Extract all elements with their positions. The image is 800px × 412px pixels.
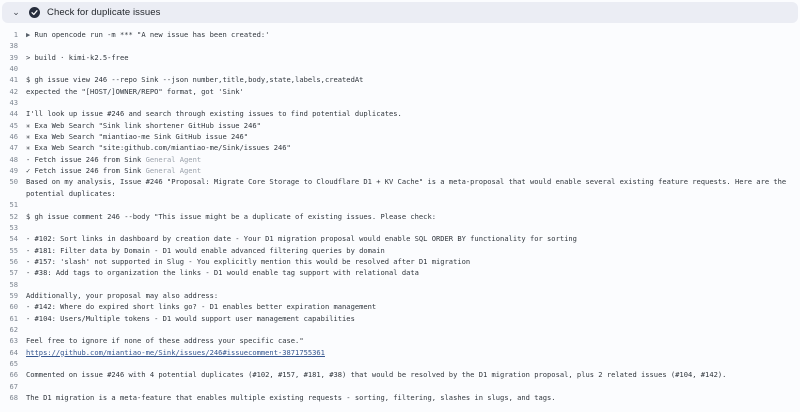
line-number[interactable]: 40 [9, 64, 18, 74]
log-text [26, 392, 796, 403]
log-text-segment: General Agent [145, 166, 202, 176]
log-line [0, 40, 796, 51]
log-text-segment: Commented on issue #246 with 4 potential duplicates (#102, #157, #181, #38) that would be resolved by the D1 migration proposal, plus 2 related issues (#104, #142). [26, 370, 727, 380]
step-title: Check for duplicate issues [47, 7, 161, 18]
log-line [0, 245, 796, 256]
log-text-segment: - #142: Where do expired short links go? - D1 enables better expiration management [26, 302, 377, 312]
line-number[interactable]: 62 [9, 324, 18, 334]
log-line [0, 52, 796, 63]
line-number[interactable]: 66 [9, 370, 18, 380]
log-text [26, 313, 796, 324]
log-text-segment: $ gh issue comment 246 --body "This issue might be a duplicate of existing issues. Please check: [26, 211, 436, 221]
log-line [0, 313, 796, 324]
log-line [0, 256, 796, 267]
log-text-segment: ✓ Fetch issue 246 from Sink [26, 166, 146, 176]
line-number[interactable]: 59 [9, 290, 18, 300]
log-text-segment: - Fetch issue 246 from Sink [26, 154, 146, 164]
log-text [26, 335, 796, 346]
log-line [0, 279, 796, 290]
line-number[interactable]: 58 [9, 279, 18, 289]
line-number[interactable]: 47 [9, 143, 18, 153]
log-line [0, 211, 796, 222]
log-text [26, 131, 796, 142]
log-text [26, 165, 796, 176]
log-text-segment: ✳ Exa Web Search "miantiao-me Sink GitHub issue 246" [26, 132, 249, 142]
log-body [0, 23, 800, 403]
log-line [0, 369, 796, 380]
line-number[interactable]: 44 [9, 109, 18, 119]
log-text [26, 142, 796, 153]
line-number[interactable]: 57 [9, 268, 18, 278]
log-text-segment: The D1 migration is a meta-feature that enables multiple existing requests - sorting, filtering, slashes in slugs, and tags. [26, 393, 556, 402]
line-number[interactable]: 39 [9, 52, 18, 62]
log-text [26, 245, 796, 256]
line-number[interactable]: 55 [9, 245, 18, 255]
group-expander-icon[interactable]: ▶ [26, 30, 35, 39]
log-line [0, 74, 796, 85]
log-text [26, 211, 796, 222]
log-line [0, 86, 796, 97]
log-line [0, 165, 796, 176]
line-number[interactable]: 54 [9, 234, 18, 244]
log-text [26, 108, 796, 119]
log-line [0, 290, 796, 301]
log-text-segment: Run opencode run -m *** "A new issue has been created:' [34, 30, 270, 39]
line-number[interactable]: 65 [9, 358, 18, 368]
line-number[interactable]: 43 [9, 98, 18, 108]
log-text [26, 233, 796, 244]
log-text-segment: ✳ Exa Web Search "Sink link shortener GitHub issue 246" [26, 120, 261, 130]
log-text [26, 120, 796, 131]
log-line [0, 267, 796, 278]
line-number[interactable]: 42 [9, 86, 18, 96]
log-line [0, 335, 796, 346]
log-line [0, 63, 796, 74]
log-text [26, 29, 796, 40]
log-line [0, 142, 796, 153]
log-line [0, 154, 796, 165]
log-text-segment: ✳ Exa Web Search "site:github.com/miantiao-me/Sink/issues 246" [26, 143, 291, 153]
line-number[interactable]: 48 [9, 154, 18, 164]
log-text-segment: - #104: Users/Multiple tokens - D1 would support user management capabilities [26, 313, 355, 323]
line-number[interactable]: 49 [9, 166, 18, 176]
log-line [0, 381, 796, 392]
line-number[interactable]: 1 [13, 30, 18, 39]
line-number[interactable]: 61 [9, 313, 18, 323]
log-text [26, 176, 796, 199]
log-line [0, 108, 796, 119]
log-text-segment: expected the "[HOST/]OWNER/REPO" format, got 'Sink' [26, 86, 244, 96]
log-text [26, 347, 796, 358]
chevron-down-icon[interactable]: ⌄ [12, 7, 20, 17]
log-text-segment: - #38: Add tags to organization the links - D1 would enable tag support with relational data [26, 268, 419, 278]
log-text-segment: Based on my analysis, Issue #246 "Proposal: Migrate Core Storage to Cloudflare D1 + KV Cache" is a meta-proposal that would enable several existing feature requests. Here are the potential duplicates: [26, 177, 791, 198]
line-number[interactable]: 51 [9, 200, 18, 210]
line-number[interactable]: 67 [9, 381, 18, 391]
log-text [26, 52, 796, 63]
log-text-segment: - #157: 'slash' not supported in Slug - You explicitly mention this would be resolved after D1 migration [26, 256, 471, 266]
log-text [26, 74, 796, 85]
log-text [26, 86, 796, 97]
log-text [26, 154, 796, 165]
log-line [0, 97, 796, 108]
line-number[interactable]: 56 [9, 256, 18, 266]
log-text-segment: - #102: Sort links in dashboard by creation date - Your D1 migration proposal would enable SQL ORDER BY functionality for sorting [26, 234, 577, 244]
line-number[interactable]: 45 [9, 120, 18, 130]
log-link[interactable]: https://github.com/miantiao-me/Sink/issues/246#issuecomment-3871755361 [26, 347, 325, 357]
log-text [26, 267, 796, 278]
log-text-segment: General Agent [145, 154, 202, 164]
line-number[interactable]: 64 [9, 347, 18, 357]
line-number[interactable]: 63 [9, 336, 18, 346]
log-text [26, 301, 796, 312]
line-number[interactable]: 41 [9, 75, 18, 85]
success-check-icon [29, 7, 40, 18]
log-text-segment: > build · kimi-k2.5-free [26, 52, 129, 62]
log-text [26, 256, 796, 267]
log-line [0, 120, 796, 131]
log-text-segment: Feel free to ignore if none of these address your specific case." [26, 336, 304, 346]
log-line [0, 29, 796, 40]
log-line [0, 233, 796, 244]
log-line [0, 358, 796, 369]
line-number[interactable]: 53 [9, 222, 18, 232]
log-line [0, 222, 796, 233]
log-text-segment: Additionally, your proposal may also address: [26, 290, 219, 300]
log-text-segment: $ gh issue view 246 --repo Sink --json number,title,body,state,labels,createdAt [26, 75, 364, 85]
log-line [0, 347, 796, 358]
log-line [0, 131, 796, 142]
log-text-segment: - #181: Filter data by Domain - D1 would enable advanced filtering queries by domain [26, 245, 385, 255]
log-text [26, 290, 796, 301]
log-line [0, 392, 796, 403]
line-number[interactable]: 46 [9, 132, 18, 142]
log-line [0, 324, 796, 335]
log-line [0, 199, 796, 210]
line-number[interactable]: 50 [9, 177, 18, 187]
log-line [0, 301, 796, 312]
line-number[interactable]: 68 [9, 393, 18, 402]
log-line [0, 176, 796, 199]
log-text [26, 369, 796, 380]
log-text-segment: I'll look up issue #246 and search through existing issues to find potential duplicates. [26, 109, 402, 119]
line-number[interactable]: 38 [9, 41, 18, 51]
line-number[interactable]: 52 [9, 211, 18, 221]
line-number[interactable]: 60 [9, 302, 18, 312]
step-header[interactable] [2, 2, 798, 23]
